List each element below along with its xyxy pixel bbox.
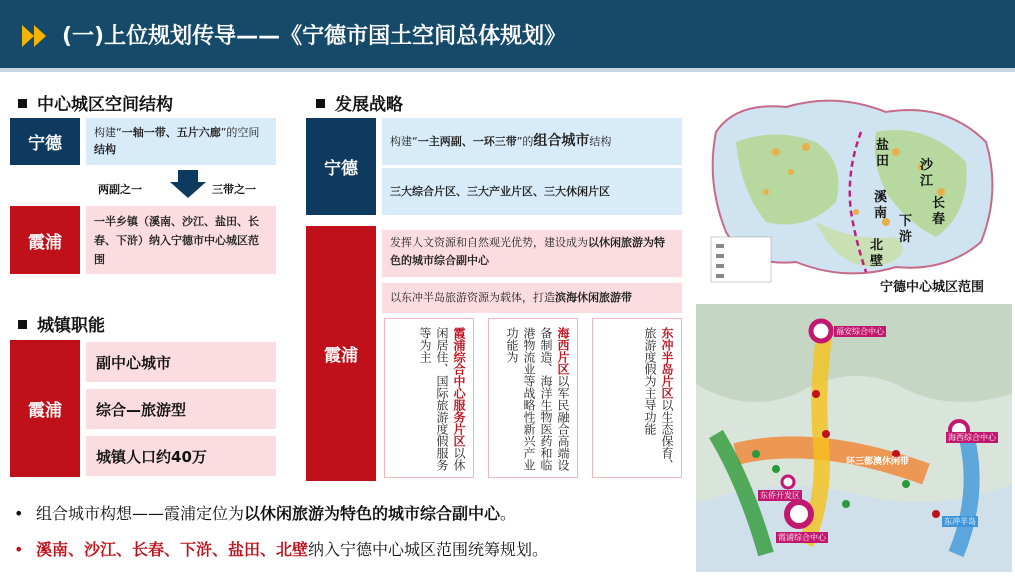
function-row: 城镇人口约40万 xyxy=(86,436,276,476)
map-caption: 宁德中心城区范围 xyxy=(880,280,985,295)
map-label-belt: 环三都澳休闲带 xyxy=(846,457,910,467)
label-xiapu-function: 霞浦 xyxy=(10,340,80,477)
map-label-changchun: 长 春 xyxy=(932,196,946,227)
label-xiapu-structure: 霞浦 xyxy=(10,206,80,274)
xiapu-strategy-row2: 以东冲半岛旅游资源为载体，打造滨海休闲旅游带 xyxy=(382,283,682,313)
note-three-belt: 三带之一 xyxy=(212,183,256,196)
map-label-xiapu: 霞浦综合中心 xyxy=(778,533,826,542)
bullet-item: • 组合城市构想——霞浦定位为以休闲旅游为特色的城市综合副中心。 xyxy=(14,504,517,523)
map-label-beibi: 北 壁 xyxy=(870,238,884,269)
strategy-column-comprehensive: 霞浦综合中心服务片区以休闲居住、国际旅游度假服务等为主 xyxy=(384,318,474,478)
square-bullet-icon xyxy=(316,99,325,108)
map-label-xiahu: 下 浒 xyxy=(899,214,913,245)
label-xiapu-strategy: 霞浦 xyxy=(306,226,376,481)
section-heading-structure: 中心城区空间结构 xyxy=(18,90,173,115)
bullet-item: • 溪南、沙江、长春、下浒、盐田、北壁纳入宁德中心城区范围统筹规划。 xyxy=(14,540,549,559)
map-label-shajiang: 沙 江 xyxy=(920,158,934,189)
ningde-structure-text: 构建“一轴一带、五片六廊”的空间结构 xyxy=(86,118,276,165)
ningde-strategy-row2: 三大综合片区、三大产业片区、三大休闲片区 xyxy=(382,168,682,215)
label-ningde: 宁德 xyxy=(10,118,80,165)
page-title: (一)上位规划传导——《宁德市国土空间总体规划》 xyxy=(62,24,567,49)
xiapu-structure-text: 一半乡镇（溪南、沙江、盐田、长春、下浒）纳入宁德市中心城区范围 xyxy=(86,206,276,274)
section-heading-strategy: 发展战略 xyxy=(316,90,403,115)
square-bullet-icon xyxy=(18,320,27,329)
section-heading-function: 城镇职能 xyxy=(18,311,105,336)
development-strategy-map xyxy=(696,304,1012,572)
square-bullet-icon xyxy=(18,99,27,108)
map-label-yantian: 盐 田 xyxy=(876,138,890,169)
chevron-right-icon xyxy=(22,25,34,47)
note-two-sub: 两副之一 xyxy=(98,183,142,196)
chevron-right-icon xyxy=(34,25,46,47)
strategy-column-dongchong: 东冲半岛片区以生态保育、旅游度假为主导功能 xyxy=(592,318,682,478)
map-label-xinan: 溪 南 xyxy=(874,190,888,221)
central-urban-area-map xyxy=(696,72,1012,298)
function-row: 副中心城市 xyxy=(86,342,276,382)
label-ningde-strategy: 宁德 xyxy=(306,118,376,215)
function-row: 综合—旅游型 xyxy=(86,389,276,429)
ningde-strategy-row1: 构建“一主两副、一环三带”的组合城市结构 xyxy=(382,118,682,165)
xiapu-strategy-row1: 发挥人文资源和自然观光优势，建设成为以休闲旅游为特色的城市综合副中心 xyxy=(382,230,682,277)
map-label-fuan: 福安综合中心 xyxy=(836,327,884,336)
strategy-column-haixi: 海西片区以军民融合高端设备制造、海洋生物医药和临港物流业等战略性新兴产业功能为 xyxy=(488,318,578,478)
header-bar xyxy=(0,0,1015,72)
map-label-dongchong: 东冲半岛 xyxy=(944,517,976,526)
map-label-haixi: 海西综合中心 xyxy=(948,433,996,442)
map-label-dongqiao: 东侨开发区 xyxy=(760,491,800,500)
